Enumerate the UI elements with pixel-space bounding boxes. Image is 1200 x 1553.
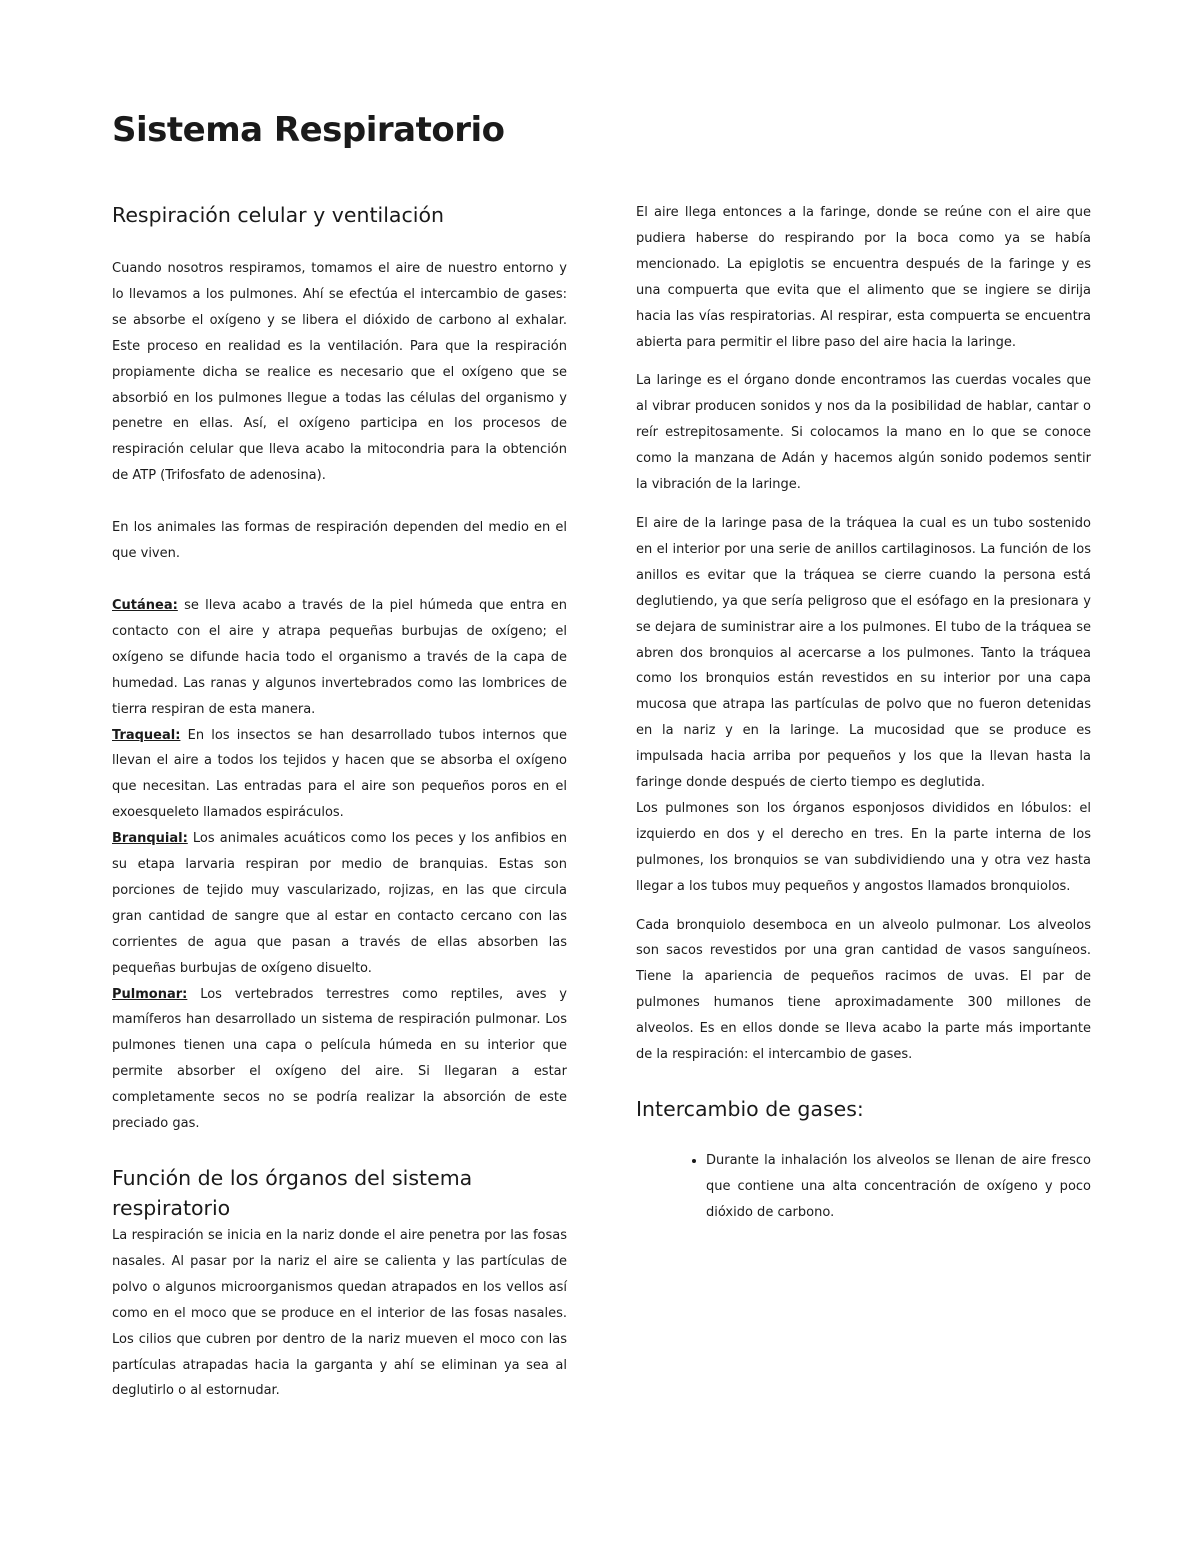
paragraph-cutanea [112,593,567,723]
left-column [112,200,567,1404]
paragraph-traqueal [112,723,567,827]
text-pulmonar: Los vertebrados terrestres como reptiles, aves y mamíferos han desarrollado un sistema de respiración pulmonar. Los pulmones tienen una capa o película húmeda en su interior que permite absorber el oxígeno del aire. Si llegaran a estar completamente secos no se podría realizar la absorción de este preciado gas. [112,986,567,1132]
term-traqueal: Traqueal: [112,727,181,743]
right-column [636,200,1091,1226]
paragraph-faringe: El aire llega entonces a la faringe, donde se reúne con el aire que pudiera haberse do respirando por la boca como ya se había mencionado. La epiglotis se encuentra después de la faringe y es una compuerta que evita que el alimento que se ingiere se dirija hacia las vías respiratorias. Al respirar, esta compuerta se encuentra abierta para permitir el libre paso del aire hacia la laringe. [636,205,1091,350]
term-pulmonar: Pulmonar: [112,986,188,1002]
term-branquial: Branquial: [112,831,188,847]
paragraph-pulmonar [112,982,567,1137]
text-traqueal: En los insectos se han desarrollado tubos internos que llevan el aire a todos los tejidos y hacen que se absorba el oxígeno que necesitan. Las entradas para el aire son pequeños poros en el exoesqueleto llamados espiráculos. [112,727,567,821]
paragraph-pulmones: Los pulmones son los órganos esponjosos divididos en lóbulos: el izquierdo en dos y el derecho en tres. En la parte interna de los pulmones, los bronquios se van subdividiendo una y otra vez hasta llegar a los tubos muy pequeños y angostos llamados bronquiolos. [636,800,1091,894]
page-title: Sistema Respiratorio [112,110,505,150]
paragraph-laringe: La laringe es el órgano donde encontramos las cuerdas vocales que al vibrar producen sonidos y nos da la posibilidad de hablar, cantar o reír estrepitosamente. Si colocamos la mano en lo que se conoce como la manzana de Adán y hacemos algún sonido podemos sentir la vibración de la laringe. [636,373,1091,493]
paragraph-formas-respiracion: En los animales las formas de respiración dependen del medio en el que viven. [112,520,567,562]
section-heading-intercambio: Intercambio de gases: [636,1097,864,1121]
paragraph-branquial [112,826,567,981]
text-branquial: Los animales acuáticos como los peces y los anfibios en su etapa larvaria respiran por medio de branquias. Estas son porciones de tejido muy vascularizado, rojizas, en las que circula gran cantidad de sangre que al estar en contacto cercano con las corrientes de agua que pasan a través de ellas absorben las pequeñas burbujas de oxígeno disuelto. [112,831,567,976]
text-cutanea: se lleva acabo a través de la piel húmeda que entra en contacto con el aire y atrapa pequeñas burbujas de oxígeno; el oxígeno se difunde hacia todo el organismo a través de la capa de humedad. Las ranas y algunos invertebrados como las lombrices de tierra respiran de esta manera. [112,597,567,717]
term-cutanea: Cutánea: [112,597,178,613]
paragraph-alveolos: Cada bronquiolo desemboca en un alveolo pulmonar. Los alveolos son sacos revestidos por una gran cantidad de vasos sanguíneos. Tiene la apariencia de pequeños racimos de uvas. El par de pulmones humanos tiene aproximadamente 300 millones de alveolos. Es en ellos donde se lleva acabo la parte más importante de la respiración: el intercambio de gases. [636,917,1091,1063]
paragraph-traquea: El aire de la laringe pasa de la tráquea la cual es un tubo sostenido en el interior por una serie de anillos cartilaginosos. La función de los anillos es evitar que la tráquea se cierre cuando la persona está deglutiendo, ya que sería peligroso que el esófago en la presionara y se dejara de suministrar aire a los pulmones. El tubo de la tráquea se abren dos bronquios al acercarse a los pulmones. Tanto la tráquea como los bronquios están revestidos en su interior por una capa mucosa que atrapa las partículas de polvo que no fueron detenidas en la nariz y en la laringe. La mucosidad que se produce es impulsada hacia arriba por pequeños y los que la llevan hasta la faringe donde después de cierto tiempo es deglutida. [636,515,1091,791]
list-item: • Durante la inhalación los alveolos se llenan de aire fresco que contiene una alta concentración de oxígeno y poco dióxido de carbono. [706,1148,1091,1226]
paragraph-ventilacion: Cuando nosotros respiramos, tomamos el aire de nuestro entorno y lo llevamos a los pulmones. Ahí se efectúa el intercambio de gases: se absorbe el oxígeno y se libera el dióxido de carbono al exhalar. Este proceso en realidad es la ventilación. Para que la respiración propiamente dicha se realice es necesario que el oxígeno que se absorbió en los pulmones llegue a todas las células del organismo y penetre en ellas. Así, el oxígeno participa en los procesos de respiración celular que lleva acabo la mitocondria para la obtención de ATP (Trifosfato de adenosina). [112,261,567,484]
paragraph-nariz: La respiración se inicia en la nariz donde el aire penetra por las fosas nasales. Al pasar por la nariz el aire se calienta y las partículas de polvo o algunos microorganismos quedan atrapados en los vellos así como en el moco que se produce en el interior de las fosas nasales. Los cilios que cubren por dentro de la nariz mueven el moco con las partículas atrapadas hacia la garganta y ahí se eliminan ya sea al deglutirlo o al estornudar. [112,1228,567,1399]
section-heading-funcion: Función de los órganos del sistema respiratorio [112,1166,473,1220]
section-heading-respiracion: Respiración celular y ventilación [112,203,444,227]
bullet-list [636,1148,1091,1226]
